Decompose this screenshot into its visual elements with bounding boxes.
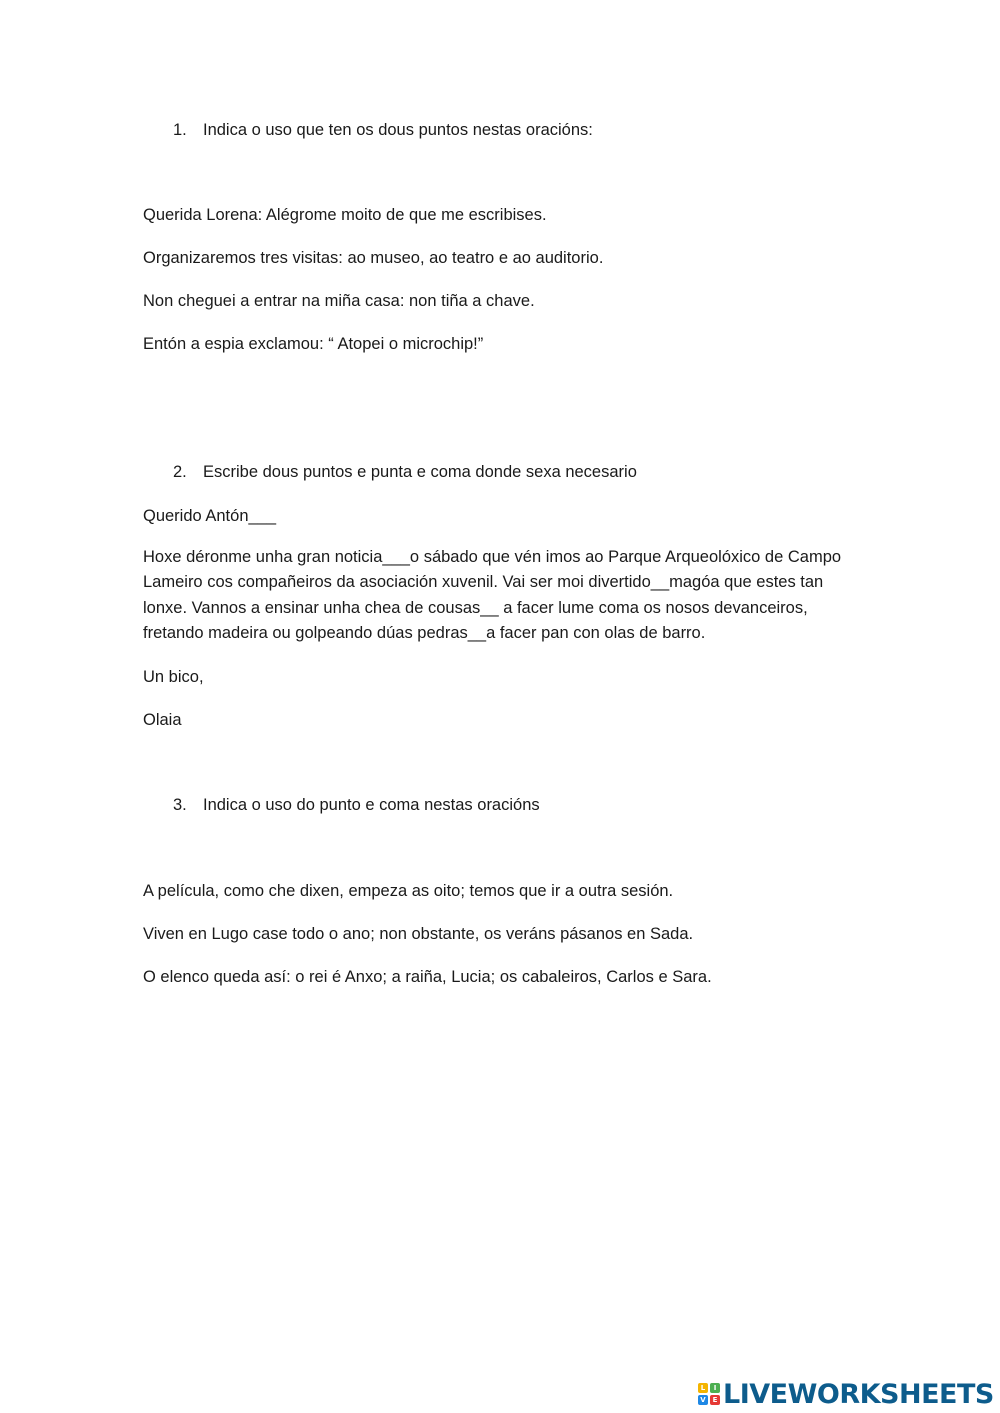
letter-paragraph	[143, 545, 863, 646]
letter-closing: Un bico,	[143, 668, 204, 686]
section-1-sentence: Non cheguei a entrar na miña casa: non tiña a chave.	[143, 292, 535, 310]
section-1-sentence: Organizaremos tres visitas: ao museo, ao teatro e ao auditorio.	[143, 249, 604, 267]
liveworksheets-logo	[698, 1378, 994, 1410]
logo-mark-cell: L	[698, 1383, 708, 1393]
section-3-title: Indica o uso do punto e coma nestas oracións	[203, 796, 540, 814]
letter-greeting: Querido Antón___	[143, 507, 277, 525]
section-2-heading	[173, 460, 637, 485]
section-1-title: Indica o uso que ten os dous puntos nestas oracións:	[203, 121, 593, 139]
logo-mark-cell: V	[698, 1395, 708, 1405]
section-1-heading	[173, 118, 593, 143]
letter-paragraph-line: Lameiro cos compañeiros da asociación xuvenil. Vai ser moi divertido__magóa que estes tan	[143, 573, 824, 592]
liveworksheets-logo-icon	[698, 1383, 720, 1405]
liveworksheets-logo-text: LIVEWORKSHEETS	[723, 1378, 994, 1410]
section-2-title: Escribe dous puntos e punta e coma donde sexa necesario	[203, 463, 637, 481]
section-2-number: 2.	[173, 463, 187, 481]
section-3-sentence: O elenco queda así: o rei é Anxo; a raiña, Lucia; os cabaleiros, Carlos e Sara.	[143, 968, 712, 986]
logo-mark-cell: I	[710, 1383, 720, 1393]
letter-paragraph-line: lonxe. Vannos a ensinar unha chea de cousas__ a facer lume coma os nosos devanceiros,	[143, 598, 808, 617]
letter-signature: Olaia	[143, 711, 182, 729]
section-3-heading	[173, 793, 540, 818]
section-1-sentence: Querida Lorena: Alégrome moito de que me escribises.	[143, 206, 547, 224]
section-3-sentence: A película, como che dixen, empeza as oito; temos que ir a outra sesión.	[143, 882, 674, 900]
section-3-number: 3.	[173, 796, 187, 814]
letter-paragraph-line: Hoxe déronme unha gran noticia___o sábado que vén imos ao Parque Arqueolóxico de Campo	[143, 548, 842, 566]
section-3-sentence: Viven en Lugo case todo o ano; non obstante, os veráns pásanos en Sada.	[143, 925, 694, 943]
section-1-number: 1.	[173, 121, 187, 139]
section-1-sentence: Entón a espia exclamou: “ Atopei o microchip!”	[143, 335, 484, 353]
letter-paragraph-line: fretando madeira ou golpeando dúas pedras__a facer pan con olas de barro.	[143, 623, 706, 642]
logo-mark-cell: E	[710, 1395, 720, 1405]
